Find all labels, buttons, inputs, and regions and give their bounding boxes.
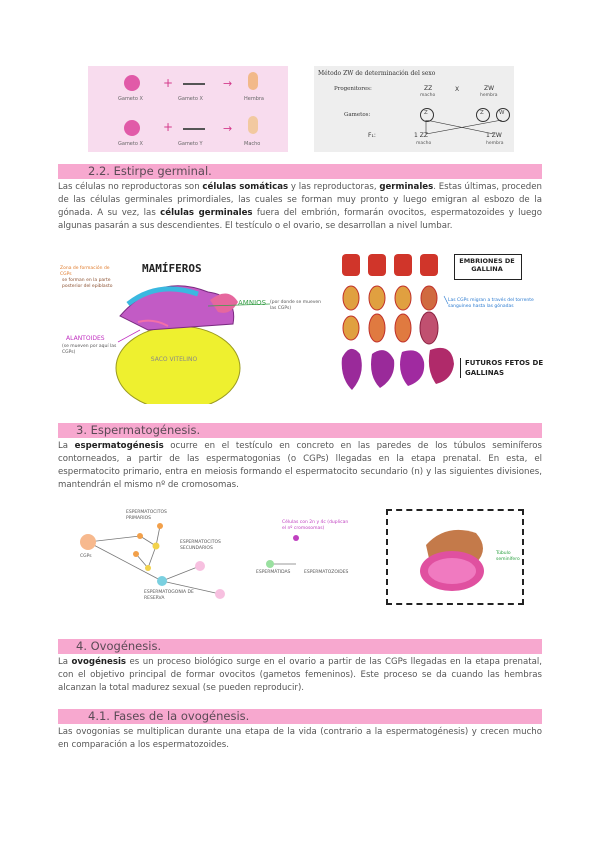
arrow-right-icon: → <box>223 77 233 90</box>
text-run: La <box>58 657 72 667</box>
text-run: La <box>58 441 75 451</box>
pink-note: Células con 2n y 4c (duplican el nº cromosomas) <box>282 520 349 531</box>
row2-result: Macho <box>244 141 261 147</box>
heading-3: 3. Espermatogénesis. <box>76 423 201 437</box>
plus-icon: + <box>163 76 174 90</box>
espermatidas-label: ESPERMÁTIDAS <box>256 570 291 575</box>
cgp-label: CGPs <box>80 554 92 559</box>
heading-22: 2.2. Estirpe germinal. <box>88 164 212 178</box>
amnios-label: AMNIOS <box>238 299 267 307</box>
figure-mamiferos <box>58 252 330 404</box>
row2-gamete-a: Gameto X <box>118 141 143 147</box>
gallina-side-note: Las CGPs migran a través del torrente sanguíneo hasta las gónadas <box>448 298 534 309</box>
para-3 <box>58 440 542 492</box>
arrow-right-icon: → <box>223 122 233 135</box>
figure-tubule <box>386 509 524 605</box>
zw-title: Método ZW de determinación del sexo <box>318 70 436 77</box>
tubule-note: Túbulo seminífero <box>496 551 520 562</box>
bold-term: germinales <box>379 182 434 192</box>
progenitores-label: Progenitores: <box>334 86 372 92</box>
row1-gamete-b: Gameto X <box>178 96 203 102</box>
gamete-x-icon <box>124 75 140 91</box>
baby-icon <box>248 72 258 90</box>
saco-label: SACO VITELINO <box>150 356 198 363</box>
text-run: ocurre en el testículo en concreto en las paredes de los túbulos seminíferos contorneados, a partir de las espermatogonias (o CGPs) llegadas en la etapa prenatal. En esta, el espermatocito primario, entra en meiosis formando el espermatocito secundario (n) y las siguientes divisiones, mantendrán el mismo nº de cromosomas. <box>58 441 542 490</box>
cross-symbol: X <box>455 86 460 93</box>
row1-gamete-a: Gameto X <box>118 96 143 102</box>
gametos-label: Gametos: <box>344 112 371 118</box>
parent2: ZW <box>484 85 495 92</box>
label-embriones: EMBRIONES DE GALLINA <box>459 257 515 273</box>
sex-determination-xy-panel <box>88 66 288 152</box>
text-run: y las reproductoras, <box>288 182 380 192</box>
bold-term: ovogénesis <box>71 657 127 667</box>
row1-result: Hembra <box>244 96 264 102</box>
gamete-z1: Z <box>424 110 428 116</box>
parent1-sub: macho <box>420 93 436 98</box>
sperm-icon <box>183 128 205 130</box>
alantoides-note: (se mueven por aquí las CGPs) <box>62 344 117 355</box>
label-futuros: FUTUROS FETOS DE GALLINAS <box>460 358 545 378</box>
zw-method-panel <box>314 66 514 152</box>
f1-zw: 1 ZW <box>486 132 502 139</box>
text-run: fuera del embrión, formarán ovocitos, espermatozoides y luego algunas pasarán a sus descendientes. El testículo o el ovario, se desarrollan a nivel lumbar. <box>58 208 543 231</box>
parent1: ZZ <box>424 85 433 92</box>
espermatozoides-label: ESPERMATOZOIDES <box>304 570 349 575</box>
text-run: Las células no reproductoras son <box>58 182 203 192</box>
orange-note: Zona de formación de CGPs <box>60 266 110 277</box>
amnios-note: (por donde se mueven las CGPs) <box>270 300 321 311</box>
figure-gallina <box>336 250 544 406</box>
f1-zw-sub: hembra <box>486 141 504 146</box>
para-41 <box>58 726 542 752</box>
heading-41: 4.1. Fases de la ovogénesis. <box>88 709 250 723</box>
alantoides-label: ALANTOIDES <box>66 335 105 342</box>
espermatogonia-label: ESPERMATOGONIA DE RESERVA <box>144 590 194 601</box>
f1-zz-sub: macho <box>416 141 432 146</box>
para-22 <box>58 181 542 233</box>
gamete-z2: Z <box>480 110 484 116</box>
gamete-w: W <box>499 110 505 116</box>
text-run: . Estas últimas, proceden de las células germinales primordiales, las cuales se forman muy pronto y luego emigran al esbozo de la gónada. A su vez, las <box>58 182 542 218</box>
row2-gamete-b: Gameto Y <box>178 141 203 147</box>
orange-note-2: se forman en la parte posterior del epiblasto <box>62 278 113 289</box>
f1-zz: 1 ZZ <box>414 132 428 139</box>
heading-4: 4. Ovogénesis. <box>76 639 162 653</box>
figure-espermatogenesis <box>60 506 380 606</box>
plus-icon: + <box>163 120 174 134</box>
f1-label: F₁: <box>368 132 376 139</box>
parent2-sub: hembra <box>480 93 498 98</box>
text-run: es un proceso biológico surge en el ovario a partir de las CGPs llegadas en la etapa prenatal, con el objetivo principal de formar ovocitos (gametos femeninos). Este proceso se da cuando las hembras alcanzan la total madurez sexual (se pueden reproducir). <box>58 657 542 693</box>
secundarios-label: ESPERMATOCITOS SECUNDARIOS <box>180 540 221 551</box>
text-run: Las ovogonias se multiplican durante una etapa de la vida (contrario a la espermatogénesis) y crecen mucho en comparación a los espermatozoides. <box>58 727 542 750</box>
bold-term: espermatogénesis <box>74 441 164 451</box>
baby-icon <box>248 116 258 134</box>
sperm-icon <box>183 83 205 85</box>
mamiferos-title: MAMÍFEROS <box>142 262 202 275</box>
bold-term: células germinales <box>160 208 253 218</box>
tubule-illustration <box>406 519 496 595</box>
para-4 <box>58 656 542 695</box>
primarios-label: ESPERMATOCITOS PRIMARIOS <box>126 510 167 521</box>
bold-term: células somáticas <box>202 182 289 192</box>
gamete-x-icon <box>124 120 140 136</box>
